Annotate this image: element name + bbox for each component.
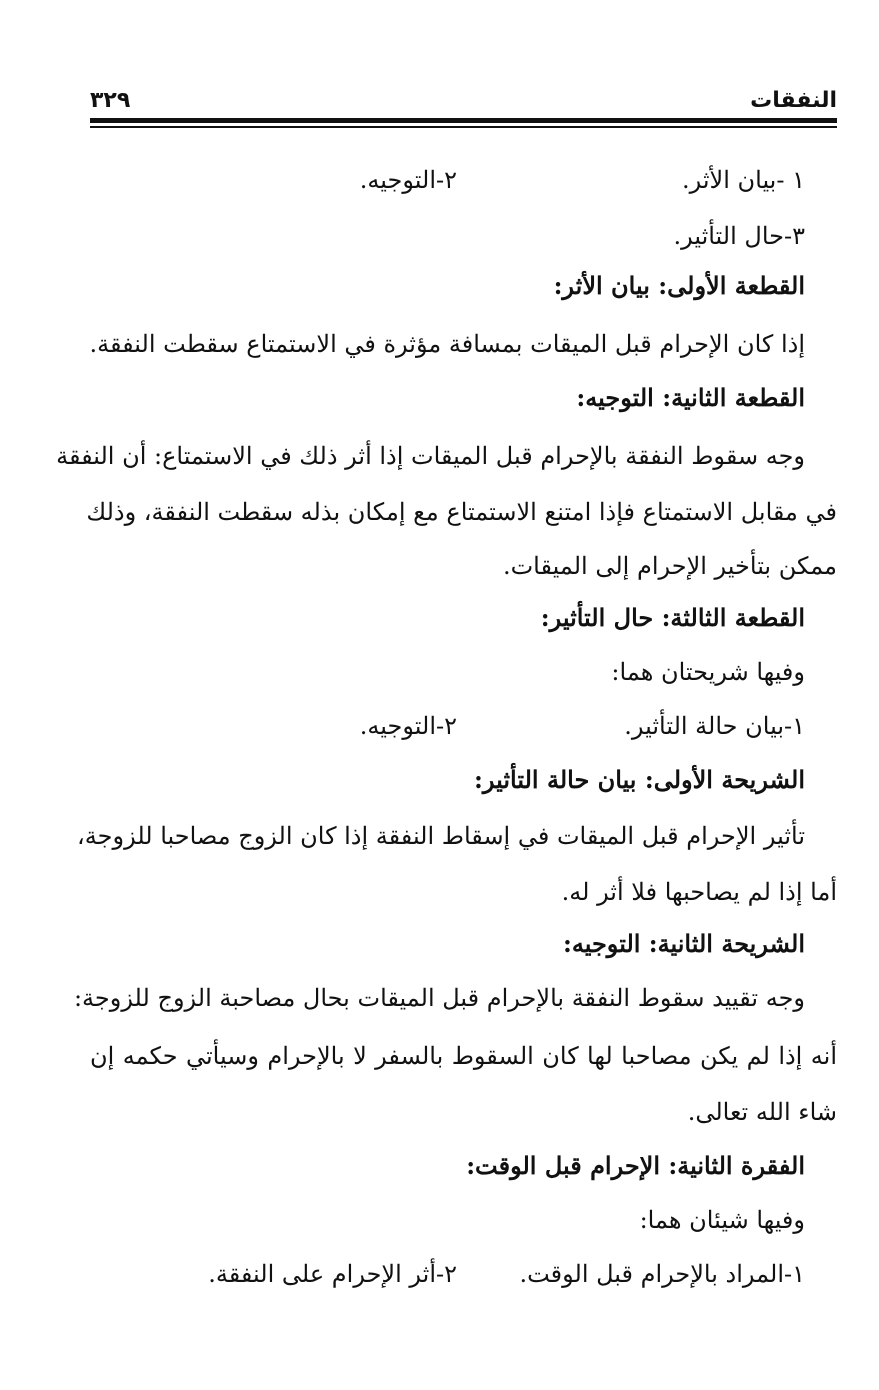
paragraph-line: وجه سقوط النفقة بالإحرام قبل الميقات إذا أثر ذلك في الاستمتاع: أن النفقة (56, 442, 805, 470)
section-heading: الفقرة الثانية: الإحرام قبل الوقت: (466, 1151, 805, 1180)
section-heading: القطعة الثانية: التوجيه: (576, 383, 805, 412)
page-number: ٣٢٩ (90, 88, 131, 113)
paragraph-line: أنه إذا لم يكن مصاحبا لها كان السقوط بالسفر لا بالإحرام وسيأتي حكمه إن (90, 1042, 837, 1070)
list-item: ١-بيان حالة التأثير. (624, 712, 805, 740)
list-item: ١-المراد بالإحرام قبل الوقت. (519, 1260, 805, 1288)
header-rule-thick (90, 118, 837, 123)
list-item: ٢-أثر الإحرام على النفقة. (208, 1260, 457, 1288)
list-item: ٢-التوجيه. (359, 712, 457, 740)
section-heading: الشريحة الأولى: بيان حالة التأثير: (474, 765, 805, 794)
list-item: ٢-التوجيه. (359, 166, 457, 194)
list-item-row (90, 160, 837, 200)
header-rule-thin (90, 126, 837, 128)
paragraph-line: وفيها شريحتان هما: (611, 658, 805, 686)
paragraph-line: تأثير الإحرام قبل الميقات في إسقاط النفقة إذا كان الزوج مصاحبا للزوجة، (77, 822, 805, 850)
paragraph-line: أما إذا لم يصاحبها فلا أثر له. (561, 878, 837, 906)
section-heading: القطعة الثالثة: حال التأثير: (540, 603, 805, 632)
section-heading: القطعة الأولى: بيان الأثر: (553, 271, 805, 300)
paragraph-line: وفيها شيئان هما: (639, 1206, 805, 1234)
list-item-row (90, 1254, 837, 1294)
chapter-title: النفقات (750, 88, 837, 113)
paragraph-line: في مقابل الاستمتاع فإذا امتنع الاستمتاع مع إمكان بذله سقطت النفقة، وذلك (86, 498, 837, 526)
paragraph-line: وجه تقييد سقوط النفقة بالإحرام قبل الميقات بحال مصاحبة الزوج للزوجة: (73, 984, 805, 1012)
paragraph-line: ممكن بتأخير الإحرام إلى الميقات. (502, 552, 837, 580)
paragraph-line: إذا كان الإحرام قبل الميقات بمسافة مؤثرة في الاستمتاع سقطت النفقة. (89, 330, 805, 358)
list-item-row (90, 706, 837, 746)
list-item: ٣-حال التأثير. (673, 222, 805, 250)
list-item: ١ -بيان الأثر. (681, 166, 805, 194)
section-heading: الشريحة الثانية: التوجيه: (563, 929, 805, 958)
paragraph-line: شاء الله تعالى. (687, 1098, 837, 1126)
